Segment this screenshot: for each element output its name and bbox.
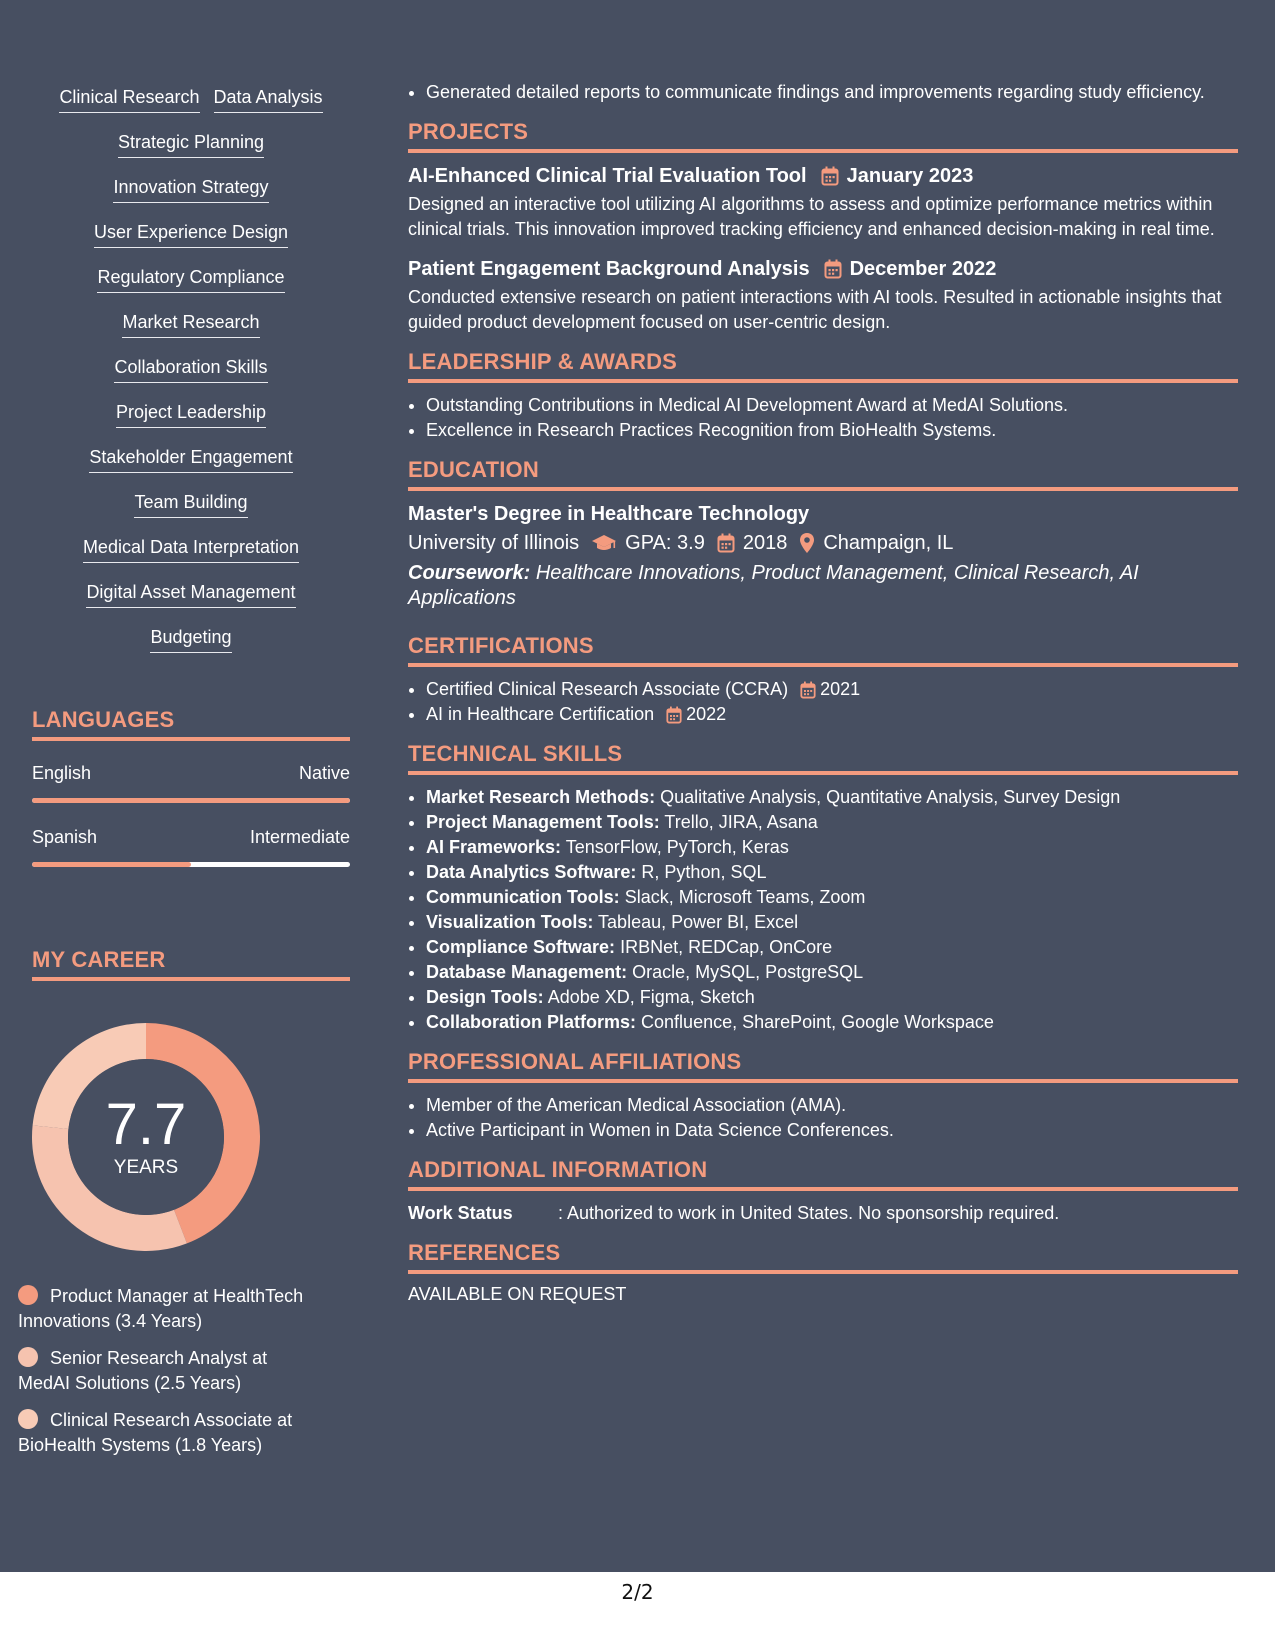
language-proficiency-bar <box>32 798 350 803</box>
affiliation-item: • Active Participant in Women in Data Science Conferences. <box>426 1118 1238 1143</box>
project-name: AI-Enhanced Clinical Trial Evaluation Tool <box>408 165 807 187</box>
skill-tag: Stakeholder Engagement <box>89 446 292 473</box>
section-divider <box>408 1079 1238 1083</box>
school-name: University of Illinois <box>408 532 580 554</box>
graduation-cap-icon <box>591 533 617 553</box>
affiliations-list <box>408 1093 1238 1143</box>
project-date: January 2023 <box>846 165 974 187</box>
technical-skill-item <box>426 860 1238 885</box>
project-name: Patient Engagement Background Analysis <box>408 258 810 280</box>
technical-skill-label: Project Management Tools: <box>426 812 660 832</box>
skill-row <box>32 446 350 491</box>
skill-tag: Medical Data Interpretation <box>83 536 299 563</box>
skill-tag: Clinical Research <box>59 86 199 113</box>
coursework-list: Healthcare Innovations, Product Management, Clinical Research, AI Applications <box>408 562 1139 609</box>
skill-tag: Data Analysis <box>214 86 323 113</box>
page-number: 2/2 <box>0 1572 1275 1650</box>
language-name: Spanish <box>32 827 98 847</box>
calendar-icon <box>824 259 842 279</box>
technical-skill-value: R, Python, SQL <box>641 862 767 882</box>
skill-row <box>32 266 350 311</box>
section-divider <box>408 379 1238 383</box>
legend-dot <box>18 1347 38 1367</box>
technical-skills-list <box>408 785 1238 1035</box>
calendar-icon <box>821 166 839 186</box>
awards-section <box>408 349 1238 443</box>
work-status-label: Work Status <box>408 1203 513 1223</box>
language-item <box>32 763 350 803</box>
career-role: Product Manager at HealthTech Innovations (3.4 Years) <box>18 1286 304 1331</box>
list-item: • Generated detailed reports to communicate findings and improvements regarding study efficiency. <box>426 80 1238 105</box>
coursework <box>408 561 1238 611</box>
work-status-row <box>408 1201 1238 1226</box>
work-status-value: : Authorized to work in United States. No sponsorship required. <box>558 1203 1060 1223</box>
certification-year: 2022 <box>686 704 727 724</box>
certification-year: 2021 <box>820 679 861 699</box>
project-item <box>408 163 1238 242</box>
skill-tag: Team Building <box>134 491 247 518</box>
certification-row <box>426 677 860 702</box>
language-proficiency-fill <box>32 798 350 803</box>
project-item <box>408 256 1238 335</box>
graduation-year: 2018 <box>742 532 788 554</box>
additional-info-title: ADDITIONAL INFORMATION <box>408 1157 708 1182</box>
education-section <box>408 457 1238 611</box>
projects-list <box>408 163 1238 335</box>
career-legend-item <box>18 1408 318 1458</box>
section-divider <box>32 977 350 981</box>
skill-tag: Innovation Strategy <box>113 176 268 203</box>
technical-skill-label: Visualization Tools: <box>426 912 594 932</box>
language-row <box>32 827 350 848</box>
awards-list <box>408 393 1238 443</box>
projects-title: PROJECTS <box>408 119 529 144</box>
technical-skill-value: Qualitative Analysis, Quantitative Analysis, Survey Design <box>660 787 1121 807</box>
skill-row <box>32 536 350 581</box>
section-divider <box>408 663 1238 667</box>
language-row <box>32 763 350 784</box>
award-item: • Outstanding Contributions in Medical AI Development Award at MedAI Solutions. <box>426 393 1238 418</box>
affiliation-item: • Member of the American Medical Association (AMA). <box>426 1093 1238 1118</box>
career-donut-chart <box>32 1023 260 1251</box>
skill-tag: Digital Asset Management <box>86 581 295 608</box>
language-level: Native <box>298 763 350 783</box>
references-text: AVAILABLE ON REQUEST <box>408 1284 627 1304</box>
gpa: GPA: 3.9 <box>625 532 705 554</box>
technical-skill-item <box>426 810 1238 835</box>
additional-info-section <box>408 1157 1238 1226</box>
technical-skill-label: Collaboration Platforms: <box>426 1012 637 1032</box>
skill-tag: Project Leadership <box>116 401 266 428</box>
location-pin-icon <box>799 532 815 554</box>
section-divider <box>408 149 1238 153</box>
technical-skill-item <box>426 935 1238 960</box>
languages-section <box>32 707 350 867</box>
certification-name: • Certified Clinical Research Associate (CCRA) <box>426 679 789 699</box>
certification-name: • AI in Healthcare Certification <box>426 704 655 724</box>
certification-item <box>426 702 1238 727</box>
project-description: Designed an interactive tool utilizing AI algorithms to assess and optimize performance metrics within clinical trials. This innovation improved tracking efficiency and enhanced decision-making in real time. <box>408 194 1215 239</box>
career-section <box>32 947 350 981</box>
skill-tag: Regulatory Compliance <box>97 266 284 293</box>
calendar-icon <box>666 706 682 724</box>
experience-tail-list <box>408 80 1238 105</box>
technical-skill-value: Slack, Microsoft Teams, Zoom <box>624 887 866 907</box>
technical-skill-item <box>426 910 1238 935</box>
technical-skill-label: Compliance Software: <box>426 937 616 957</box>
calendar-icon <box>800 681 816 699</box>
skill-row <box>32 491 350 536</box>
technical-skill-value: Adobe XD, Figma, Sketch <box>547 987 755 1007</box>
right-column <box>408 80 1238 1305</box>
certification-item <box>426 677 1238 702</box>
project-date: December 2022 <box>849 258 997 280</box>
section-divider <box>408 771 1238 775</box>
technical-skill-label: Design Tools: <box>426 987 544 1007</box>
references-section <box>408 1240 1238 1305</box>
skill-tag: Strategic Planning <box>118 131 264 158</box>
technical-skill-item <box>426 785 1238 810</box>
references-title: REFERENCES <box>408 1240 561 1265</box>
education-title: EDUCATION <box>408 457 539 482</box>
skills-list <box>32 86 350 671</box>
projects-section <box>408 119 1238 335</box>
awards-title: LEADERSHIP & AWARDS <box>408 349 678 374</box>
career-legend <box>18 1284 318 1470</box>
technical-skill-value: TensorFlow, PyTorch, Keras <box>565 837 789 857</box>
skill-row <box>32 401 350 446</box>
technical-skill-item <box>426 960 1238 985</box>
technical-skill-label: Communication Tools: <box>426 887 620 907</box>
career-total-years: 7.7 <box>105 1092 187 1157</box>
technical-skill-label: AI Frameworks: <box>426 837 562 857</box>
skill-row <box>32 131 350 176</box>
technical-skill-value: IRBNet, REDCap, OnCore <box>620 937 833 957</box>
career-role: Senior Research Analyst at MedAI Solutions (2.5 Years) <box>18 1348 268 1393</box>
skill-row <box>32 356 350 401</box>
project-header <box>408 256 1238 282</box>
skill-tag: Market Research <box>122 311 259 338</box>
certifications-list <box>408 677 1238 727</box>
skill-tag: User Experience Design <box>94 221 288 248</box>
language-level: Intermediate <box>249 827 350 847</box>
language-proficiency-bar <box>32 862 350 867</box>
technical-skill-label: Market Research Methods: <box>426 787 656 807</box>
section-divider <box>408 487 1238 491</box>
award-item: • Excellence in Research Practices Recognition from BioHealth Systems. <box>426 418 1238 443</box>
skill-row <box>32 311 350 356</box>
career-role: Clinical Research Associate at BioHealth Systems (1.8 Years) <box>18 1410 293 1455</box>
donut-center <box>32 1023 260 1251</box>
technical-skill-value: Tableau, Power BI, Excel <box>598 912 799 932</box>
technical-skills-title: TECHNICAL SKILLS <box>408 741 623 766</box>
affiliations-section <box>408 1049 1238 1143</box>
section-divider <box>408 1187 1238 1191</box>
language-proficiency-fill <box>32 862 191 867</box>
technical-skill-value: Oracle, MySQL, PostgreSQL <box>632 962 864 982</box>
skill-tag: Budgeting <box>150 626 231 653</box>
certification-row <box>426 702 726 727</box>
calendar-icon <box>717 533 735 553</box>
legend-dot <box>18 1285 38 1305</box>
certifications-title: CERTIFICATIONS <box>408 633 594 658</box>
project-header <box>408 163 1238 189</box>
career-years-unit: YEARS <box>113 1157 179 1178</box>
skill-row <box>32 221 350 266</box>
career-legend-item <box>18 1346 318 1396</box>
career-title: MY CAREER <box>32 947 166 972</box>
technical-skill-label: Data Analytics Software: <box>426 862 637 882</box>
technical-skills-section <box>408 741 1238 1035</box>
language-item <box>32 827 350 867</box>
legend-dot <box>18 1409 38 1429</box>
technical-skill-item <box>426 835 1238 860</box>
technical-skill-item <box>426 885 1238 910</box>
affiliations-title: PROFESSIONAL AFFILIATIONS <box>408 1049 742 1074</box>
skill-row <box>32 626 350 671</box>
skill-row <box>32 581 350 626</box>
languages-title: LANGUAGES <box>32 707 175 732</box>
technical-skill-label: Database Management: <box>426 962 628 982</box>
skill-row <box>32 176 350 221</box>
section-divider <box>408 1270 1238 1274</box>
degree-title: Master's Degree in Healthcare Technology <box>408 503 810 525</box>
technical-skill-item <box>426 1010 1238 1035</box>
technical-skill-value: Trello, JIRA, Asana <box>664 812 818 832</box>
technical-skill-item <box>426 985 1238 1010</box>
education-meta <box>408 529 1238 557</box>
skill-row <box>32 86 350 131</box>
coursework-label: Coursework: <box>408 562 531 584</box>
certifications-section <box>408 633 1238 727</box>
section-divider <box>32 737 350 741</box>
school-location: Champaign, IL <box>823 532 954 554</box>
language-name: English <box>32 763 92 783</box>
skill-tag: Collaboration Skills <box>114 356 267 383</box>
project-description: Conducted extensive research on patient interactions with AI tools. Resulted in actionable insights that guided product development focused on user-centric design. <box>408 287 1222 332</box>
career-legend-item <box>18 1284 318 1334</box>
technical-skill-value: Confluence, SharePoint, Google Workspace <box>641 1012 994 1032</box>
languages-list <box>32 763 350 867</box>
